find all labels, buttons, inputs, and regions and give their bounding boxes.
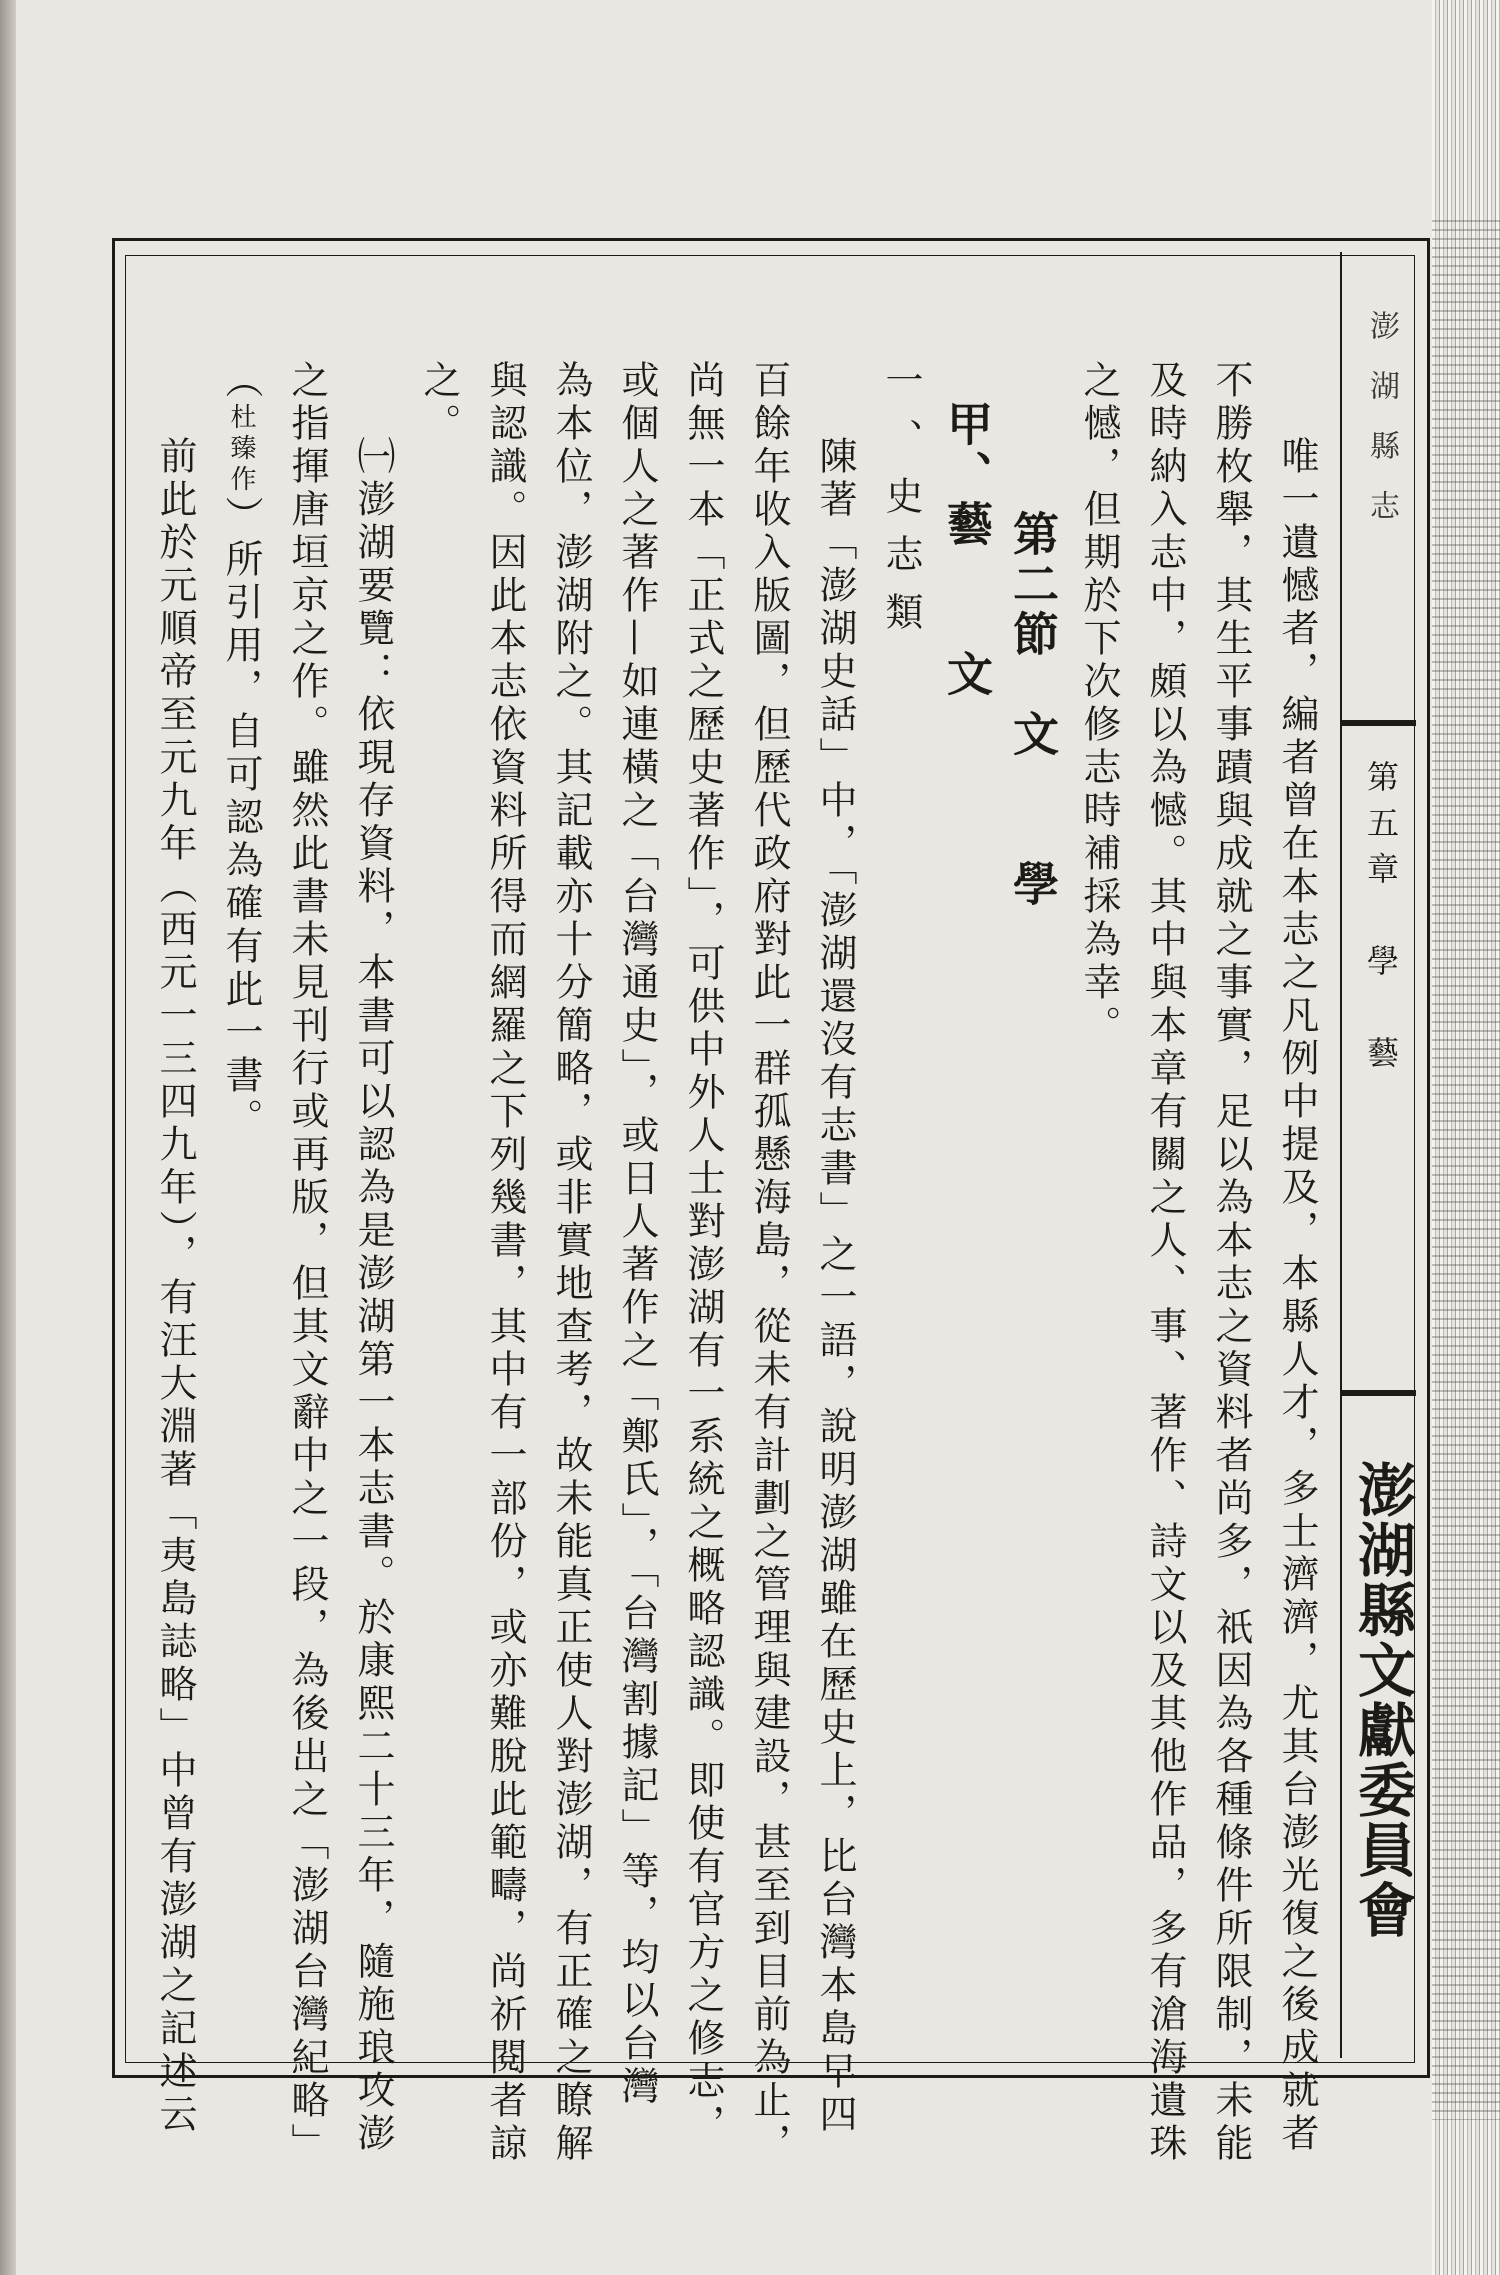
subsection-heading: 甲、藝 文 [940, 400, 994, 700]
body-line: 百餘年收入版圖，但歷代政府對此一群孤懸海島，從未有計劃之管理與建設，甚至到目前為止， [747, 360, 791, 2166]
book-entry-line: ㈠澎湖要覽：依現存資料，本書可以認為是澎湖第一本志書。於康熙二十三年，隨施琅攻澎 [351, 436, 395, 2156]
item-heading: 一、史志類 [879, 360, 923, 650]
header-separator-upper [1340, 720, 1416, 726]
note-open-paren: （ [219, 360, 263, 403]
page-edges [1432, 0, 1500, 2275]
body-line: 尚無一本「正式之歷史著作」，可供中外人士對澎湖有一系統之概略認識。即使有官方之修志， [681, 360, 725, 2147]
body-line: 與認識。因此本志依資料所得而網羅之下列幾書，其中有一部份，或亦難脫此範疇，尚祈閱者諒 [483, 360, 527, 2166]
chapter-label: 第五章 學 藝 [1362, 760, 1400, 1082]
body-line: 陳著「澎湖史話」中，「澎湖還沒有志書」之一語，說明澎湖雖在歷史上，比台灣本島早四 [813, 436, 857, 2137]
paragraph-line: 之憾，但期於下次修志時補採為幸。 [1077, 360, 1121, 1048]
paragraph-line: 不勝枚舉，其生平事蹟與成就之事實，足以為本志之資料者尚多，祇因為各種條件所限制，未能 [1209, 360, 1253, 2166]
book-entry-line: 之指揮唐垣京之作。雖然此書未見刊行或再版，但其文辭中之一段，為後出之「澎湖台灣紀略」 [285, 360, 329, 2166]
book-entry-line: 前此於元順帝至元九年（西元一三四九年），有汪大淵著「夷島誌略」中曾有澎湖之記述云 [153, 436, 197, 2137]
header-separator-lower [1340, 1390, 1416, 1396]
paragraph-line: 唯一遺憾者，編者曾在本志之凡例中提及，本縣人才，多士濟濟，尤其台澎光復之後成就者 [1275, 436, 1319, 2156]
body-line: 或個人之著作—如連橫之「台灣通史」，或日人著作之「鄭氏」，「台灣割據記」等，均以台灣 [615, 360, 659, 2109]
running-head: 澎湖縣志 [1364, 310, 1399, 550]
section-heading: 第二節 文 學 [1006, 510, 1060, 910]
note-author: 杜臻作 [226, 403, 256, 496]
book-entry-note-line [208, 360, 274, 2060]
book-title: 澎湖縣文獻委員會 [1348, 1460, 1416, 1940]
text-block [140, 360, 1330, 2166]
body-line: 之。 [417, 360, 461, 446]
note-rest: ）所引用，自可認為確有此一書。 [219, 496, 263, 1141]
binding-gutter [0, 0, 16, 2275]
body-line: 為本位，澎湖附之。其記載亦十分簡略，或非實地查考，故未能真正使人對澎湖，有正確之瞭解 [549, 360, 593, 2166]
paragraph-line: 及時納入志中，頗以為憾。其中與本章有關之人、事、著作、詩文以及其他作品，多有滄海遺珠 [1143, 360, 1187, 2166]
